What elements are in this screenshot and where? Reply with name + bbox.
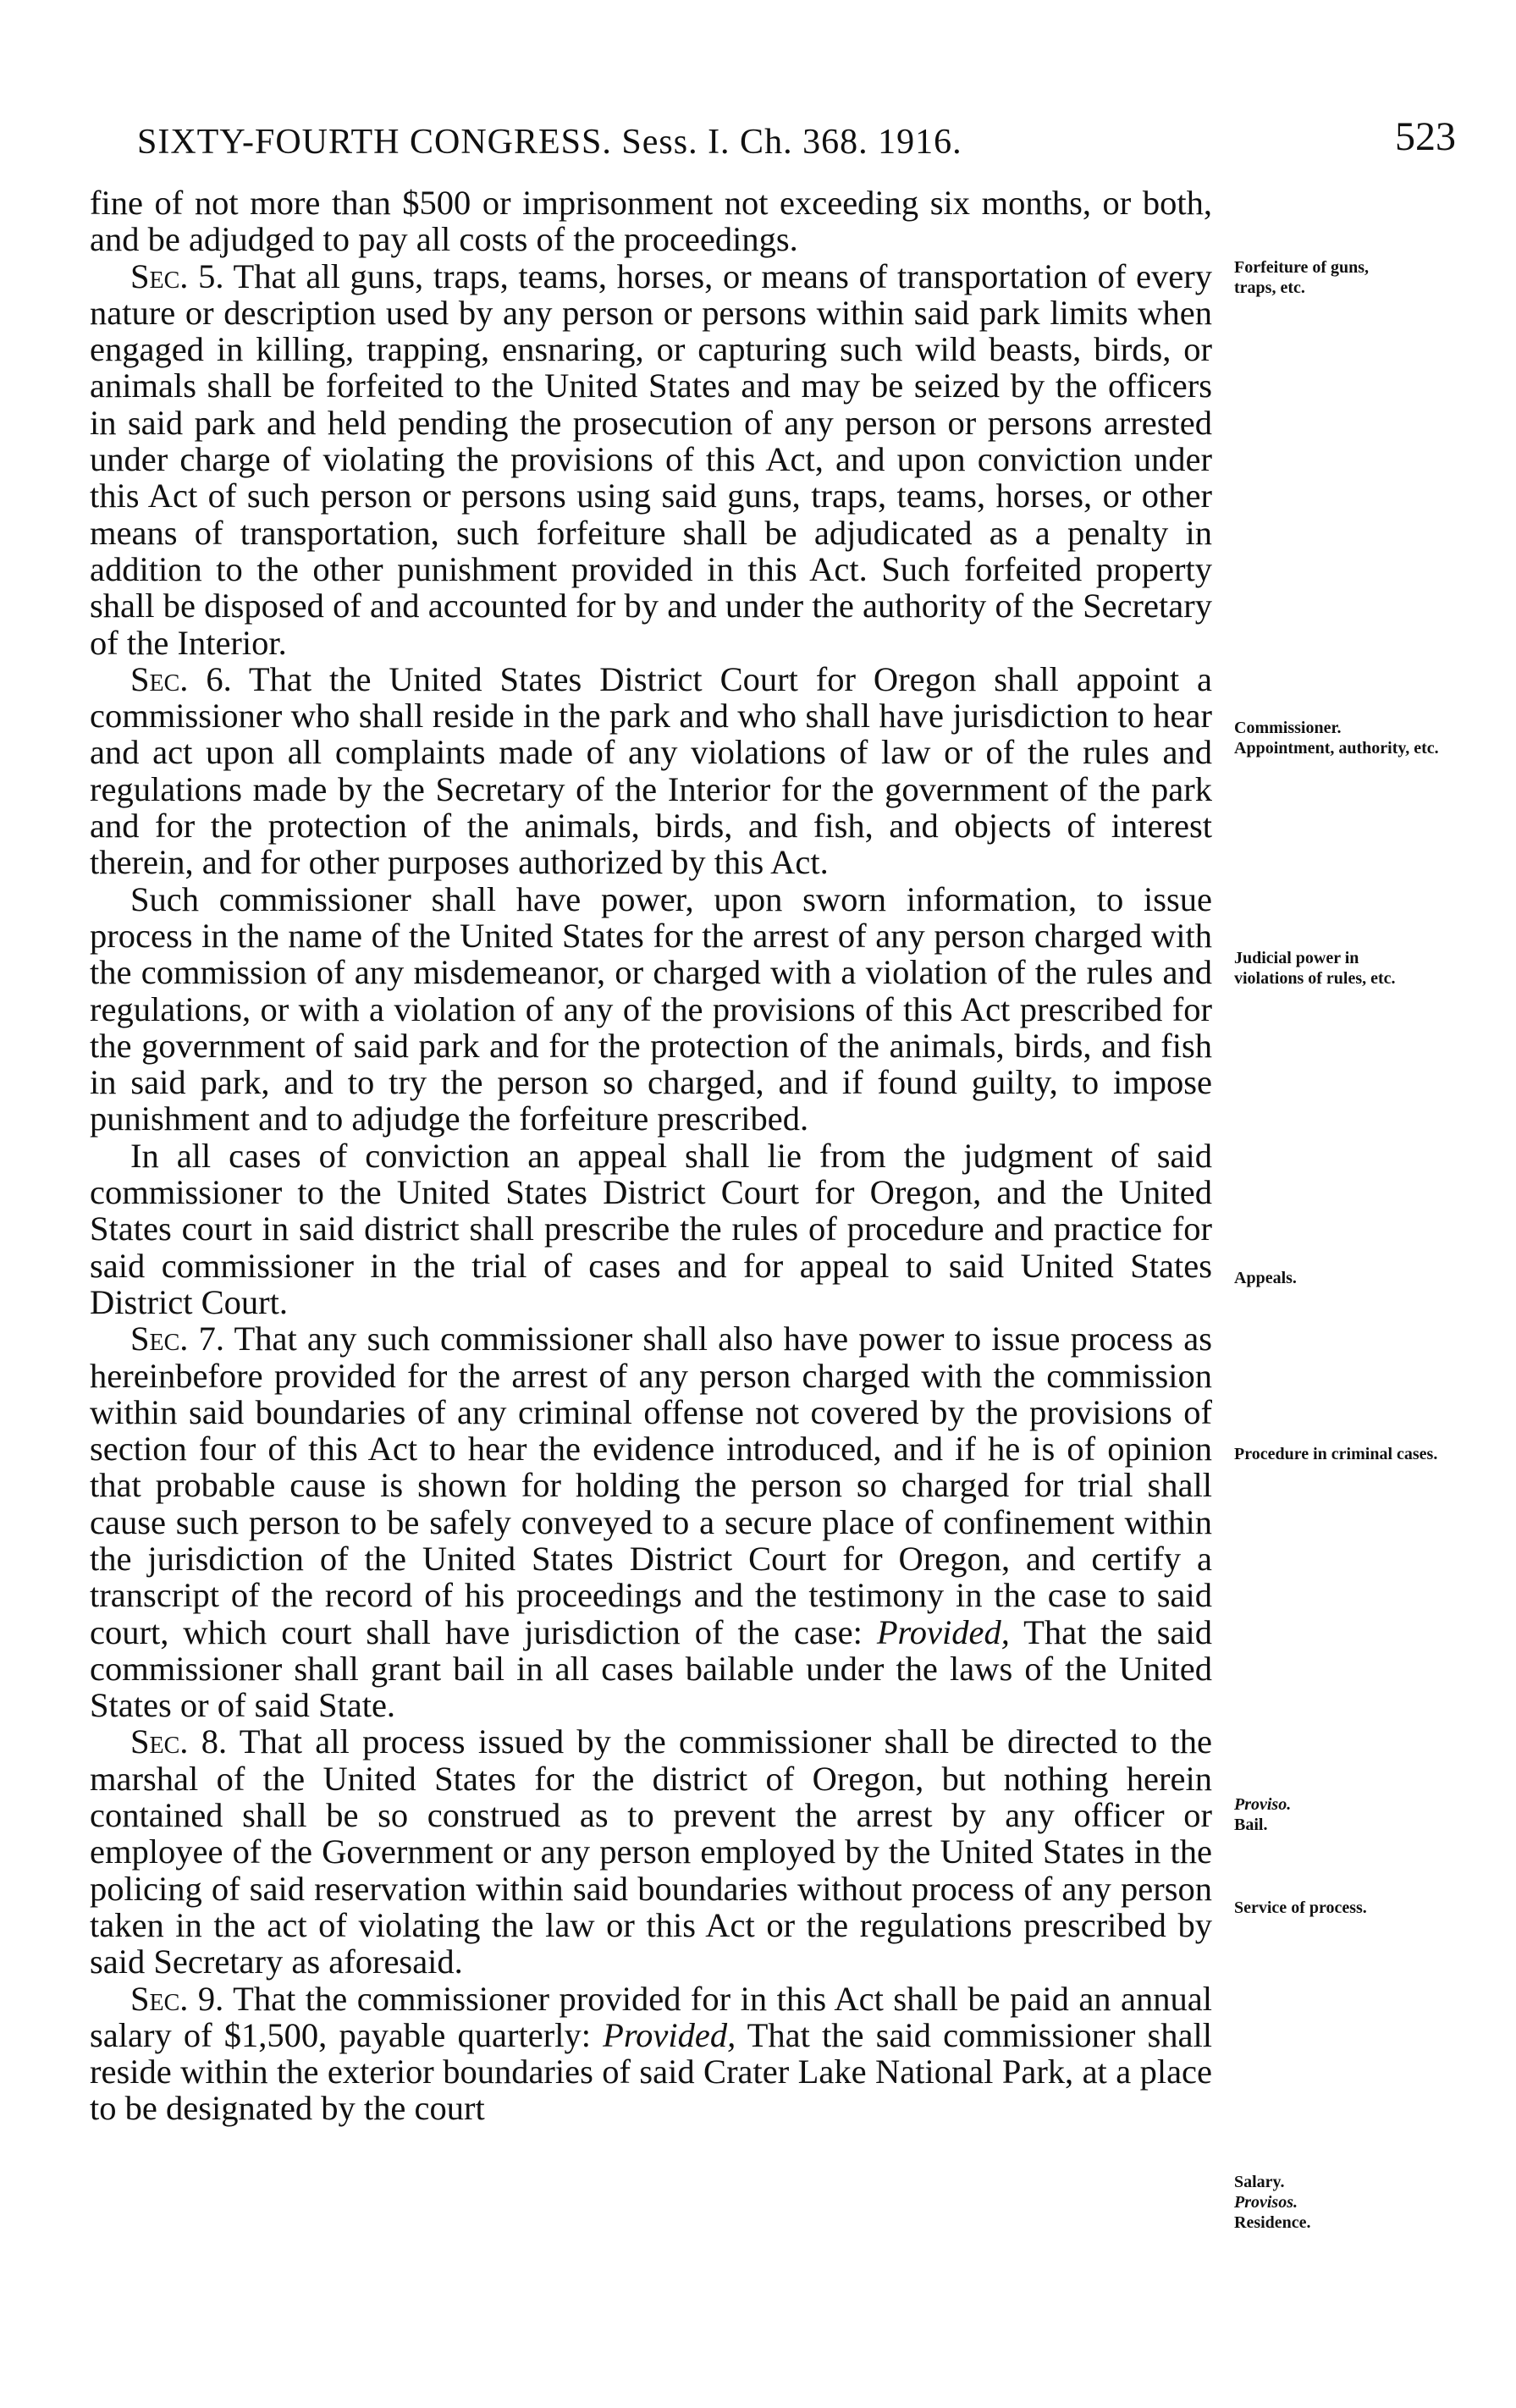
margin-note-forfeiture — [1234, 257, 1488, 298]
paragraph-text: In all cases of conviction an appeal shall lie from the judgment of said commissioner to the United States District Court for Oregon, and the United States court in said district shall prescribe the rules of procedure and practice for said commissioner in the trial of cases and for appeal to said United States District Court. — [90, 1136, 1212, 1321]
margin-note-line: Commissioner. — [1234, 719, 1342, 737]
paragraph-sec-7 — [90, 1320, 1212, 1723]
proviso-word: Provided, — [603, 2015, 736, 2054]
margin-note-service — [1234, 1898, 1488, 1918]
paragraph-fine — [90, 185, 1212, 258]
margin-note-line: violations of rules, etc. — [1234, 969, 1396, 988]
running-head — [95, 114, 1466, 168]
proviso-word: Provided, — [876, 1612, 1010, 1651]
body-text — [90, 185, 1212, 2127]
margin-note-line: Procedure in criminal cases. — [1234, 1445, 1438, 1463]
page-number: 523 — [1395, 114, 1456, 159]
margin-note-line: Service of process. — [1234, 1898, 1367, 1917]
margin-note-line: Judicial power in — [1234, 949, 1359, 967]
section-label: Sec. 7. — [130, 1320, 225, 1358]
section-label: Sec. 8. — [130, 1722, 228, 1761]
paragraph-text: fine of not more than $500 or imprisonment not exceeding six months, or both, and be adjudged to pay all costs of the proceedings. — [90, 184, 1212, 259]
margin-note-judicial-power — [1234, 948, 1488, 989]
margin-note-line: Forfeiture of guns, — [1234, 258, 1370, 277]
section-label: Sec. 6. — [130, 659, 232, 698]
margin-note-line: Appeals. — [1234, 1269, 1297, 1287]
paragraph-text: That any such commissioner shall also have power to issue process as hereinbefore provided for the arrest of any person charged with the commission within said boundaries of any criminal offense not covered by the provisions of section four of this Act to hear the evidence introduced, and if he is of opinion that probable cause is shown for holding the person so charged for trial shall cause such person to be safely conveyed to a secure place of confinement within the jurisdiction of the United States District Court for Oregon, and certify a transcript of the record of his proceedings and the testimony in the case to said court, which court shall have jurisdiction of the case: — [90, 1320, 1212, 1651]
paragraph-text: That all process issued by the commissioner shall be directed to the marshal of the United States for the district of Oregon, but nothing herein contained shall be so construed as to prevent the arrest by any officer or employee of the Government or any person employed by the United States in the policing of said reservation within said boundaries without process of any person taken in the act of violating the law or this Act or the regulations prescribed by said Secretary as aforesaid. — [90, 1722, 1212, 1981]
margin-note-procedure — [1234, 1444, 1488, 1464]
margin-note-commissioner — [1234, 718, 1488, 758]
margin-note-salary — [1234, 2172, 1488, 2233]
section-label: Sec. 9. — [130, 1979, 224, 2018]
paragraph-text: That the commissioner provided for in this Act shall be paid an annual salary of $1,500, payable quarterly: — [90, 1979, 1212, 2054]
paragraph-text: That the said commissioner shall grant bail in all cases bailable under the laws of the United States or of said State. — [90, 1612, 1212, 1725]
margin-note-line: Proviso. — [1234, 1795, 1292, 1814]
running-title: SIXTY-FOURTH CONGRESS. Sess. I. Ch. 368. 1916. — [137, 123, 962, 162]
margin-note-line: Provisos. — [1234, 2193, 1298, 2212]
paragraph-text: That the United States District Court for Oregon shall appoint a commissioner who shall reside in the park and who shall have jurisdiction to hear and act upon all complaints made of any violations of law or of the rules and regulations made by the Secretary of the Interior for the government of the park and for the protection of the animals, birds, and fish, and objects of interest therein, and for other purposes authorized by this Act. — [90, 659, 1212, 882]
margin-note-line: Appointment, authority, etc. — [1234, 739, 1439, 758]
margin-note-line: Bail. — [1234, 1816, 1268, 1834]
paragraph-text: That all guns, traps, teams, horses, or means of transportation of every nature or description used by any person or persons within said park limits when engaged in killing, trapping, ensnaring, or capturing such wild beasts, birds, or animals shall be forfeited to the United States and may be seized by the officers in said park and held pending the prosecution of any person or persons arrested under charge of violating the provisions of this Act, and upon conviction under this Act of such person or persons using said guns, traps, teams, horses, or other means of transportation, such forfeiture shall be adjudicated as a penalty in addition to the other punishment provided in this Act. Such forfeited property shall be disposed of and accounted for by and under the authority of the Secretary of the Interior. — [90, 256, 1212, 662]
paragraph-text: That the said commissioner shall reside within the exterior boundaries of said Crater Lake National Park, at a place to be designated by the court — [90, 2015, 1212, 2128]
margin-note-line: Salary. — [1234, 2173, 1285, 2191]
paragraph-sec-6 — [90, 661, 1212, 881]
paragraph-judicial-power — [90, 881, 1212, 1138]
paragraph-sec-8 — [90, 1723, 1212, 1980]
margin-note-proviso-bail — [1234, 1794, 1488, 1835]
section-label: Sec. 5. — [130, 256, 224, 295]
paragraph-sec-5 — [90, 258, 1212, 661]
margin-note-line: traps, etc. — [1234, 278, 1305, 297]
paragraph-text: Such commissioner shall have power, upon sworn information, to issue process in the name of the United States for the arrest of any person charged with the commission of any misdemeanor, or charged with a violation of the rules and regulations, or with a violation of any of the provisions of this Act prescribed for the government of said park and for the protection of the animals, birds, and fish in said park, and to try the person so charged, and if found guilty, to impose punishment and to adjudge the forfeiture prescribed. — [90, 879, 1212, 1138]
paragraph-sec-9 — [90, 1981, 1212, 2127]
margin-note-appeals — [1234, 1268, 1488, 1288]
margin-note-line: Residence. — [1234, 2213, 1311, 2232]
paragraph-appeals — [90, 1138, 1212, 1320]
